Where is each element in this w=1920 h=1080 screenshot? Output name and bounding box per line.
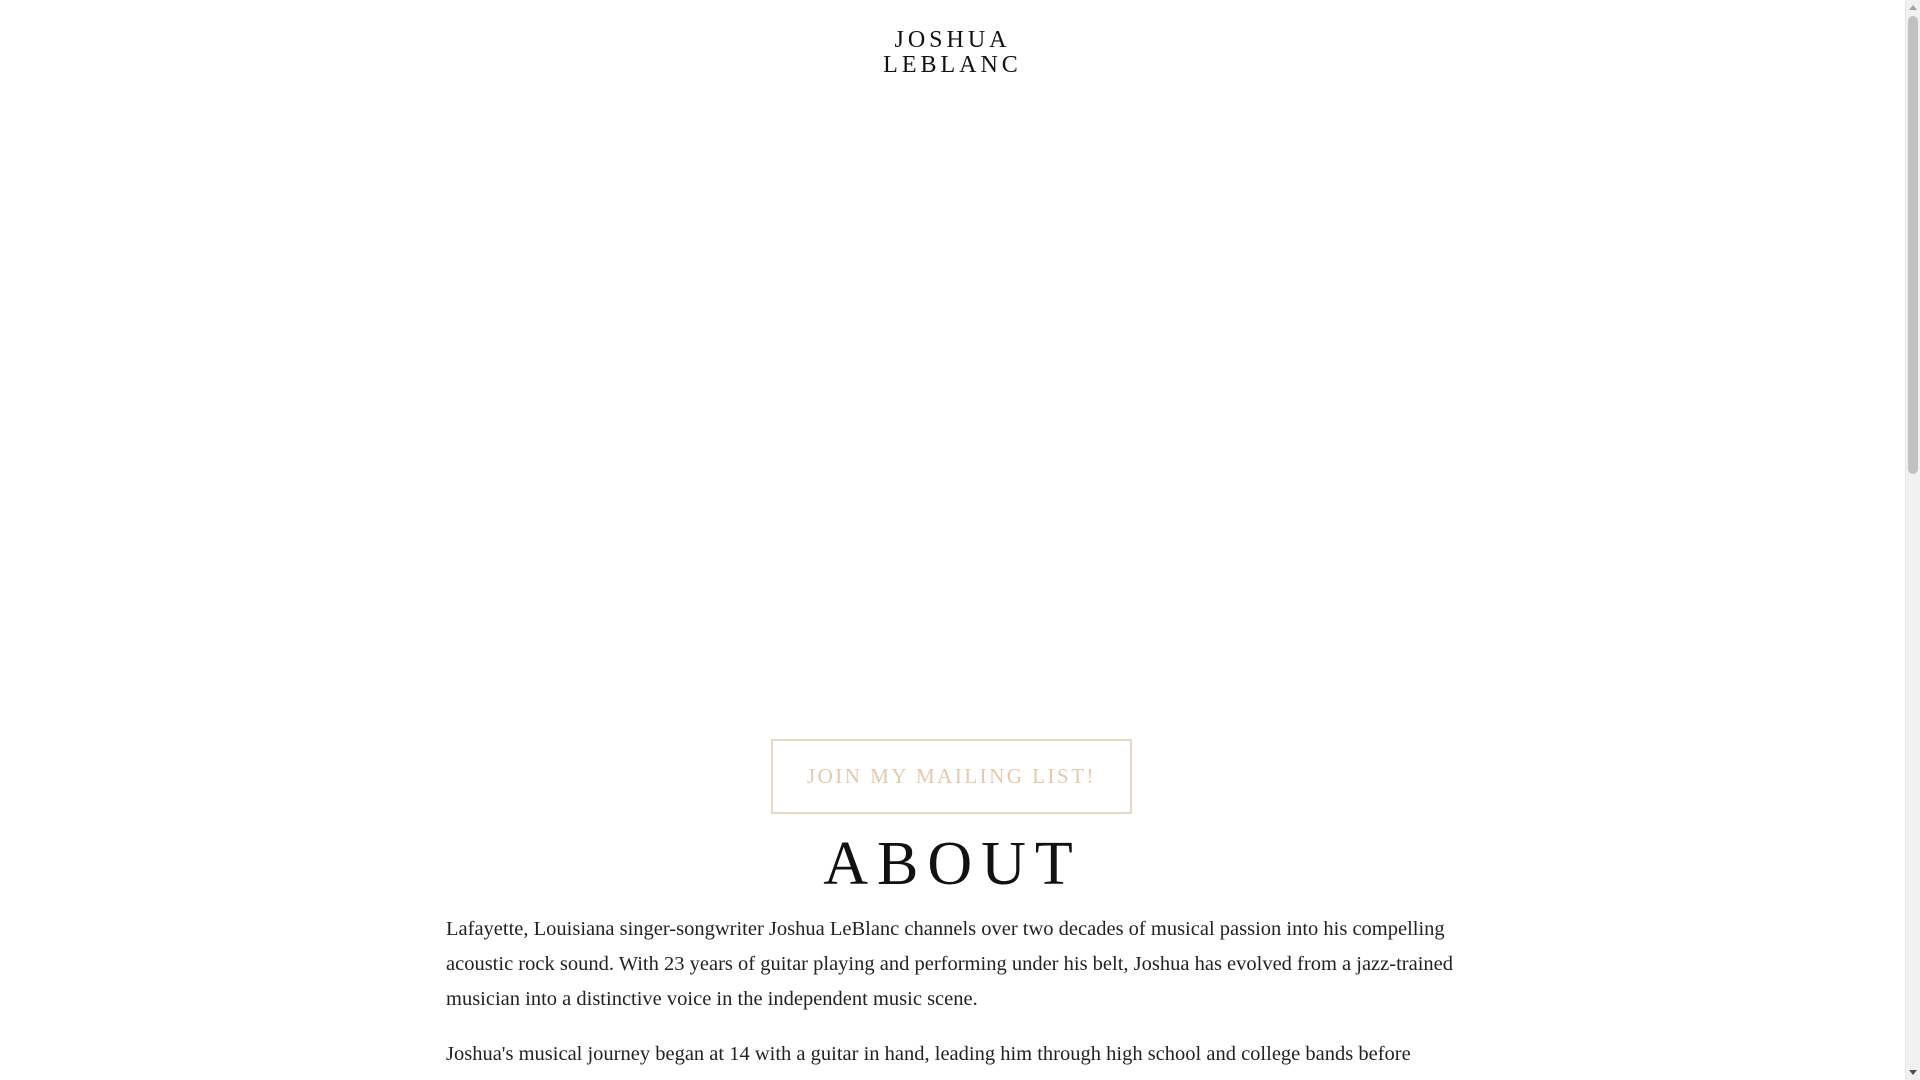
- scroll-up-arrow-icon[interactable]: [1909, 5, 1917, 10]
- about-paragraph-2: Joshua's musical journey began at 14 with a guitar in hand, leading him through high school and college bands before: [446, 1043, 1411, 1065]
- about-heading: ABOUT: [823, 830, 1082, 898]
- about-body: [446, 912, 1461, 1080]
- about-paragraph-1: Lafayette, Louisiana singer-songwriter Joshua LeBlanc channels over two decades of musical passion into his compelling acoustic rock sound. With 23 years of guitar playing and performing under his belt, Joshua has evolved from a jazz-trained musician into a distinctive voice in the independent music scene.: [446, 918, 1453, 1010]
- join-mailing-list-button[interactable]: JOIN MY MAILING LIST!: [771, 739, 1132, 814]
- site-title[interactable]: [0, 28, 1905, 78]
- scroll-thumb[interactable]: [1908, 16, 1918, 474]
- scroll-down-arrow-icon[interactable]: [1909, 1070, 1917, 1075]
- hero-area: [0, 110, 1905, 710]
- vertical-scrollbar[interactable]: [1905, 0, 1920, 1080]
- site-title-line-2: LEBLANC: [883, 52, 1022, 78]
- site-title-line-1: JOSHUA: [894, 27, 1011, 53]
